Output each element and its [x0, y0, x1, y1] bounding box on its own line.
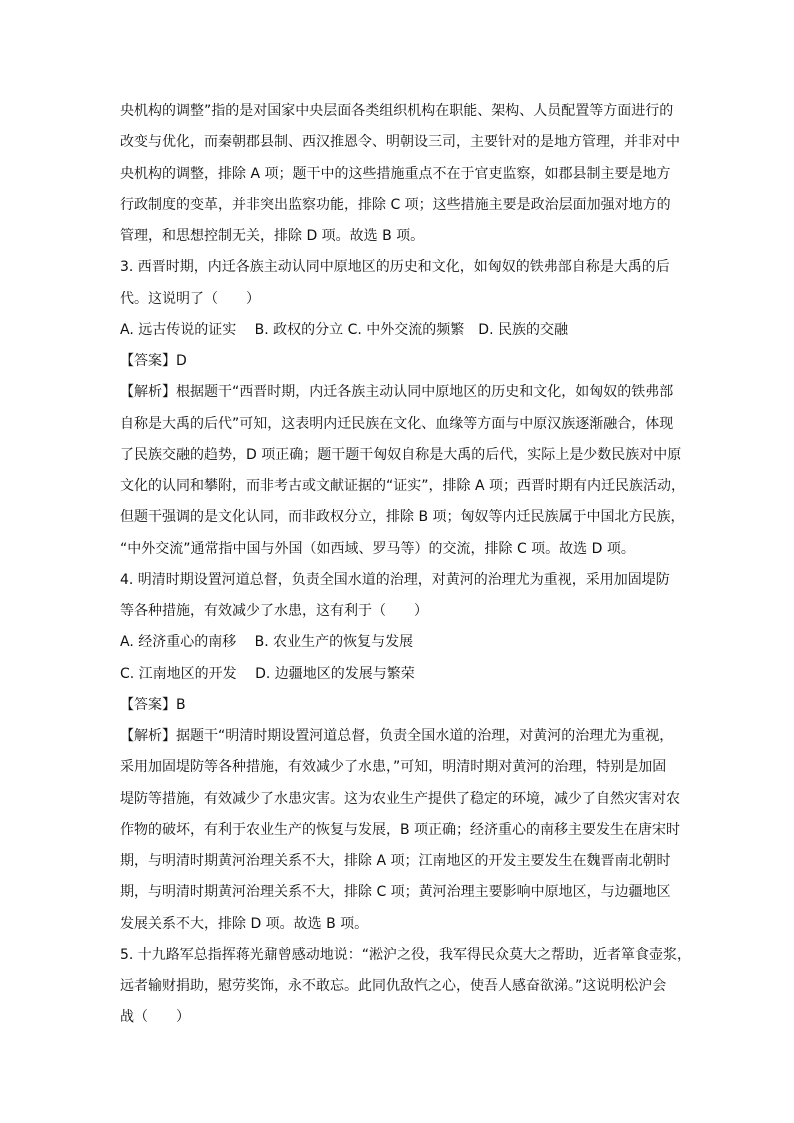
analysis-text: “中外交流”通常指中国与外国（如西域、罗马等）的交流，排除 C 项。故选 D 项。	[120, 540, 635, 557]
document-page	[120, 96, 692, 1034]
analysis-text: 堤防等措施，有效减少了水患灾害。这为农业生产提供了稳定的环境，减少了自然灾害对农	[120, 790, 680, 807]
text-line: 行政制度的变革，并非突出监察功能，排除 C 项；这些措施主要是政治层面加强对地方的	[120, 196, 671, 213]
answer-label: 【答案】B	[120, 696, 186, 713]
question-4-stem: 等各种措施，有效减少了水患，这有利于（ ）	[120, 603, 428, 619]
analysis-text: 期，与明清时期黄河治理关系不大，排除 C 项；黄河治理主要影响中原地区，与边疆地区	[120, 884, 671, 901]
analysis-text: 了民族交融的趋势，D 项正确；题干题干匈奴自称是大禹的后代，实际上是少数民族对中原	[120, 446, 682, 463]
text-line: 改变与优化，而秦朝郡县制、西汉推恩令、明朝设三司，主要针对的是地方管理，并非对中	[120, 134, 680, 151]
analysis-text: 【解析】据题干“明清时期设置河道总督，负责全国水道的治理，对黄河的治理尤为重视，	[120, 728, 674, 744]
analysis-text: 期，与明清时期黄河治理关系不大，排除 A 项；江南地区的开发主要发生在魏晋南北朝时	[120, 853, 671, 869]
analysis-text: 发展关系不大，排除 D 项。故选 B 项。	[120, 915, 369, 932]
answer-label: 【答案】D	[120, 353, 187, 369]
question-4-options: A. 经济重心的南移 B. 农业生产的恢复与发展	[120, 634, 414, 651]
analysis-text: 但题干强调的是文化认同，而非政权分立，排除 B 项；匈奴等内迁民族属于中国北方民族，	[120, 509, 685, 526]
text-line: 央机构的调整”指的是对国家中央层面各类组织机构在职能、架构、人员配置等方面进行的	[120, 103, 674, 119]
question-5-stem: 战（ ）	[120, 1009, 190, 1026]
analysis-text: 文化的认同和攀附，而非考古或文献证据的“证实”，排除 A 项；西晋时期有内迁民族活动，	[120, 478, 685, 494]
question-3-options: A. 远古传说的证实 B. 政权的分立 C. 中外交流的频繁 D. 民族的交融	[120, 321, 568, 338]
question-3-stem: 代。这说明了（ ）	[120, 290, 260, 307]
analysis-text: 采用加固堤防等各种措施，有效减少了水患，”可知，明清时期对黄河的治理，特别是加固	[120, 759, 667, 776]
text-line: 央机构的调整，排除 A 项；题干中的这些措施重点不在于官吏监察，如郡县制主要是地方	[120, 165, 671, 182]
question-5-stem: 5. 十九路军总指挥蒋光鼐曾感动地说：“淞沪之役，我军得民众莫大之帮助，近者箪食壶浆，	[120, 946, 692, 963]
question-4-stem: 4. 明清时期设置河道总督，负责全国水道的治理，对黄河的治理尤为重视，采用加固堤防	[120, 571, 670, 588]
question-3-stem: 3. 西晋时期，内迁各族主动认同中原地区的历史和文化，如匈奴的铁弗部自称是大禹的后	[120, 259, 670, 276]
question-4-options: C. 江南地区的开发 D. 边疆地区的发展与繁荣	[120, 665, 415, 682]
analysis-text: 作物的破坏，有利于农业生产的恢复与发展，B 项正确；经济重心的南移主要发生在唐宋时	[120, 821, 681, 838]
analysis-text: 自称是大禹的后代”可知，这表明内迁民族在文化、血缘等方面与中原汉族逐渐融合，体现	[120, 415, 674, 432]
analysis-text: 【解析】根据题干“西晋时期，内迁各族主动认同中原地区的历史和文化，如匈奴的铁弗部	[120, 384, 674, 401]
question-5-stem: 远者输财捐助，慰劳奖饰，永不敢忘。此同仇敌忾之心，使吾人感奋欲涕。”这说明松沪会	[120, 978, 667, 994]
text-line: 管理，和思想控制无关，排除 D 项。故选 B 项。	[120, 228, 425, 244]
